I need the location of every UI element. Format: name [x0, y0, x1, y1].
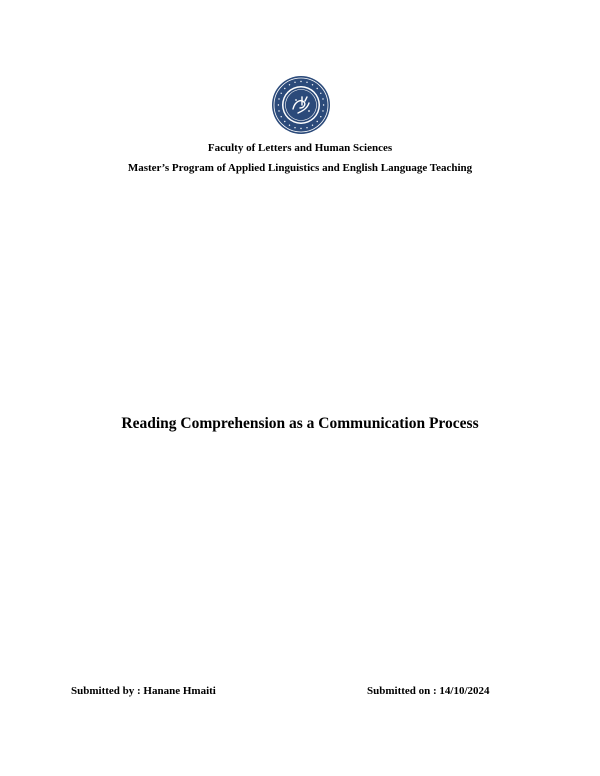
- university-seal-icon: [271, 75, 331, 135]
- faculty-name: Faculty of Letters and Human Sciences: [207, 142, 393, 154]
- document-title: Reading Comprehension as a Communication Process: [121, 415, 479, 432]
- submitted-by: Submitted by : Hanane Hmaiti: [71, 685, 216, 697]
- submitted-on: Submitted on : 14/10/2024: [367, 685, 490, 697]
- program-name: Master’s Program of Applied Linguistics and English Language Teaching: [127, 162, 473, 174]
